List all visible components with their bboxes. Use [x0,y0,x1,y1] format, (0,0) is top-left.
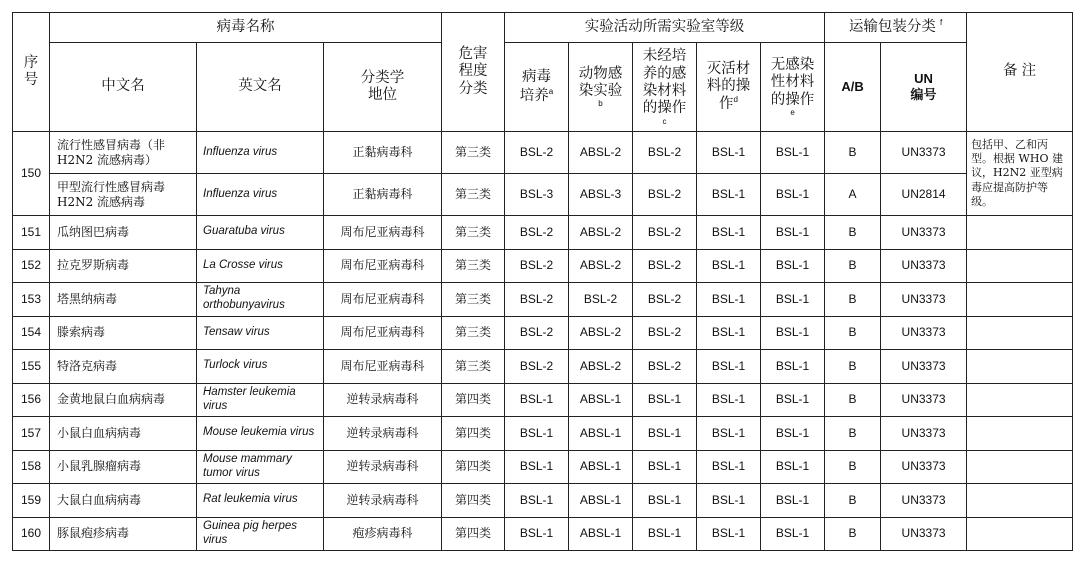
cell-culture: BSL-1 [505,517,569,551]
cell-tax: 逆转录病毒科 [324,383,442,417]
table-row [13,517,1073,551]
header-culture-sup: a [548,86,554,96]
cell-culture: BSL-2 [505,132,569,174]
cell-cn: 金黄地鼠白血病病毒 [50,383,197,417]
header-noninfectious-sup: e [790,108,795,118]
cell-un: UN3373 [881,383,967,417]
cell-en: Guinea pig herpes virus [197,517,324,551]
cell-uncultured: BSL-1 [633,517,697,551]
table-row [13,450,1073,484]
cell-animal: ABSL-1 [569,383,633,417]
cell-animal: ABSL-2 [569,316,633,350]
cell-ab: B [825,383,881,417]
cell-remark [967,383,1073,417]
header-transport-sup: f [939,18,943,28]
cell-hazard: 第四类 [442,484,505,518]
cell-remark [967,249,1073,283]
header-uncultured [633,43,697,132]
cell-culture: BSL-2 [505,316,569,350]
cell-cn: 塔黑纳病毒 [50,283,197,317]
cell-ab: B [825,517,881,551]
cell-en: Turlock virus [197,350,324,384]
cell-remark: 包括甲、乙和丙型。根据 WHO 建议，H2N2 亚型病毒应提高防护等级。 [967,132,1073,216]
cell-animal: ABSL-1 [569,484,633,518]
cell-tax: 逆转录病毒科 [324,484,442,518]
cell-remark [967,216,1073,250]
cell-culture: BSL-1 [505,484,569,518]
cell-en: Guaratuba virus [197,216,324,250]
cell-hazard: 第三类 [442,132,505,174]
cell-cn: 大鼠白血病病毒 [50,484,197,518]
cell-tax: 周布尼亚病毒科 [324,283,442,317]
cell-uncultured: BSL-2 [633,132,697,174]
cell-tax: 周布尼亚病毒科 [324,350,442,384]
cell-un: UN3373 [881,484,967,518]
cell-hazard: 第三类 [442,283,505,317]
cell-uncultured: BSL-2 [633,350,697,384]
cell-no: 153 [13,283,50,317]
cell-animal: ABSL-2 [569,216,633,250]
cell-en: Tahyna orthobunyavirus [197,283,324,317]
cell-hazard: 第四类 [442,417,505,451]
header-transport [825,13,967,43]
cell-un: UN3373 [881,216,967,250]
cell-un: UN2814 [881,174,967,216]
cell-uncultured: BSL-2 [633,174,697,216]
cell-noninf: BSL-1 [761,350,825,384]
cell-cn: 甲型流行性感冒病毒H2N2 流感病毒 [50,174,197,216]
table-row [13,283,1073,317]
cell-culture: BSL-2 [505,350,569,384]
cell-noninf: BSL-1 [761,216,825,250]
header-en-name: 英文名 [197,43,324,132]
table-row [13,316,1073,350]
cell-culture: BSL-1 [505,383,569,417]
cell-ab: B [825,316,881,350]
cell-animal: ABSL-1 [569,450,633,484]
cell-cn: 滕索病毒 [50,316,197,350]
header-culture [505,43,569,132]
table-row [13,174,1073,216]
cell-culture: BSL-2 [505,216,569,250]
cell-inactivated: BSL-1 [697,417,761,451]
cell-tax: 周布尼亚病毒科 [324,249,442,283]
header-uncultured-label: 未经培养的感染材料的操作 [642,48,687,117]
cell-cn: 小鼠乳腺瘤病毒 [50,450,197,484]
header-animal-label: 动物感染实验 [578,65,623,99]
cell-culture: BSL-1 [505,450,569,484]
cell-ab: B [825,350,881,384]
header-cn-name: 中文名 [50,43,197,132]
cell-inactivated: BSL-1 [697,316,761,350]
cell-no: 154 [13,316,50,350]
cell-en: Mouse mammary tumor virus [197,450,324,484]
cell-no: 155 [13,350,50,384]
cell-noninf: BSL-1 [761,316,825,350]
cell-tax: 正黏病毒科 [324,132,442,174]
cell-hazard: 第三类 [442,216,505,250]
cell-inactivated: BSL-1 [697,383,761,417]
cell-inactivated: BSL-1 [697,350,761,384]
cell-un: UN3373 [881,283,967,317]
cell-ab: B [825,216,881,250]
cell-un: UN3373 [881,450,967,484]
cell-en: Hamster leukemia virus [197,383,324,417]
cell-tax: 疱疹病毒科 [324,517,442,551]
cell-en: Tensaw virus [197,316,324,350]
cell-uncultured: BSL-1 [633,484,697,518]
cell-un: UN3373 [881,350,967,384]
cell-animal: BSL-2 [569,283,633,317]
table-body [13,132,1073,551]
cell-inactivated: BSL-1 [697,174,761,216]
cell-no: 159 [13,484,50,518]
cell-cn: 流行性感冒病毒（非H2N2 流感病毒） [50,132,197,174]
header-seq: 序号 [13,13,50,132]
cell-noninf: BSL-1 [761,283,825,317]
header-un: UN编号 [881,43,967,132]
cell-no: 156 [13,383,50,417]
cell-inactivated: BSL-1 [697,283,761,317]
cell-hazard: 第四类 [442,517,505,551]
cell-ab: B [825,249,881,283]
cell-culture: BSL-1 [505,417,569,451]
cell-uncultured: BSL-2 [633,283,697,317]
header-noninfectious-label: 无感染性材料的操作 [770,56,815,108]
cell-animal: ABSL-3 [569,174,633,216]
cell-animal: ABSL-2 [569,249,633,283]
cell-tax: 逆转录病毒科 [324,417,442,451]
cell-hazard: 第四类 [442,450,505,484]
cell-inactivated: BSL-1 [697,249,761,283]
cell-tax: 逆转录病毒科 [324,450,442,484]
cell-en: Rat leukemia virus [197,484,324,518]
cell-uncultured: BSL-2 [633,249,697,283]
cell-animal: ABSL-1 [569,417,633,451]
cell-remark [967,417,1073,451]
header-noninfectious [761,43,825,132]
cell-cn: 豚鼠疱疹病毒 [50,517,197,551]
cell-en: Mouse leukemia virus [197,417,324,451]
cell-remark [967,316,1073,350]
header-ab: A/B [825,43,881,132]
header-virus-name: 病毒名称 [50,13,442,43]
cell-noninf: BSL-1 [761,484,825,518]
cell-no: 152 [13,249,50,283]
cell-remark [967,450,1073,484]
cell-tax: 周布尼亚病毒科 [324,316,442,350]
cell-cn: 拉克罗斯病毒 [50,249,197,283]
cell-tax: 正黏病毒科 [324,174,442,216]
cell-hazard: 第三类 [442,174,505,216]
table-row [13,350,1073,384]
table-row [13,216,1073,250]
cell-inactivated: BSL-1 [697,132,761,174]
cell-noninf: BSL-1 [761,383,825,417]
cell-inactivated: BSL-1 [697,517,761,551]
cell-en: La Crosse virus [197,249,324,283]
header-taxonomy: 分类学地位 [324,43,442,132]
cell-un: UN3373 [881,132,967,174]
cell-ab: B [825,132,881,174]
cell-culture: BSL-2 [505,283,569,317]
header-animal [569,43,633,132]
header-inactivated [697,43,761,132]
cell-cn: 特洛克病毒 [50,350,197,384]
cell-hazard: 第三类 [442,249,505,283]
cell-remark [967,350,1073,384]
cell-remark [967,283,1073,317]
cell-animal: ABSL-2 [569,132,633,174]
header-uncultured-sup: c [662,116,667,126]
virus-classification-table [12,12,1073,551]
cell-hazard: 第三类 [442,316,505,350]
cell-ab: B [825,484,881,518]
cell-ab: B [825,417,881,451]
cell-no: 158 [13,450,50,484]
cell-hazard: 第三类 [442,350,505,384]
cell-no: 157 [13,417,50,451]
table-row [13,417,1073,451]
header-animal-sup: b [598,99,603,109]
cell-un: UN3373 [881,517,967,551]
header-inactivated-sup: d [733,95,738,105]
cell-noninf: BSL-1 [761,132,825,174]
cell-cn: 瓜纳图巴病毒 [50,216,197,250]
cell-en: Influenza virus [197,132,324,174]
cell-un: UN3373 [881,316,967,350]
cell-hazard: 第四类 [442,383,505,417]
cell-uncultured: BSL-2 [633,216,697,250]
cell-un: UN3373 [881,249,967,283]
cell-no: 160 [13,517,50,551]
cell-noninf: BSL-1 [761,174,825,216]
cell-uncultured: BSL-1 [633,383,697,417]
cell-ab: B [825,283,881,317]
header-transport-label: 运输包装分类 [848,19,936,36]
cell-inactivated: BSL-1 [697,484,761,518]
cell-uncultured: BSL-2 [633,316,697,350]
header-inactivated-label: 灭活材料的操作 [706,60,751,113]
cell-noninf: BSL-1 [761,417,825,451]
cell-uncultured: BSL-1 [633,450,697,484]
cell-noninf: BSL-1 [761,517,825,551]
table-row [13,249,1073,283]
table-row [13,132,1073,174]
cell-remark [967,484,1073,518]
header-remark: 备 注 [967,13,1073,132]
cell-culture: BSL-2 [505,249,569,283]
cell-uncultured: BSL-1 [633,417,697,451]
cell-remark [967,517,1073,551]
cell-ab: B [825,450,881,484]
header-lab-level: 实验活动所需实验室等级 [505,13,825,43]
cell-inactivated: BSL-1 [697,216,761,250]
table-row [13,484,1073,518]
cell-no: 150 [13,132,50,216]
cell-animal: ABSL-2 [569,350,633,384]
cell-un: UN3373 [881,417,967,451]
cell-no: 151 [13,216,50,250]
header-culture-label: 病毒培养 [519,69,552,104]
cell-tax: 周布尼亚病毒科 [324,216,442,250]
header-hazard: 危害程度分类 [442,13,505,132]
cell-en: Influenza virus [197,174,324,216]
cell-inactivated: BSL-1 [697,450,761,484]
cell-cn: 小鼠白血病病毒 [50,417,197,451]
cell-ab: A [825,174,881,216]
cell-noninf: BSL-1 [761,450,825,484]
table-row [13,383,1073,417]
cell-culture: BSL-3 [505,174,569,216]
cell-animal: ABSL-1 [569,517,633,551]
cell-noninf: BSL-1 [761,249,825,283]
